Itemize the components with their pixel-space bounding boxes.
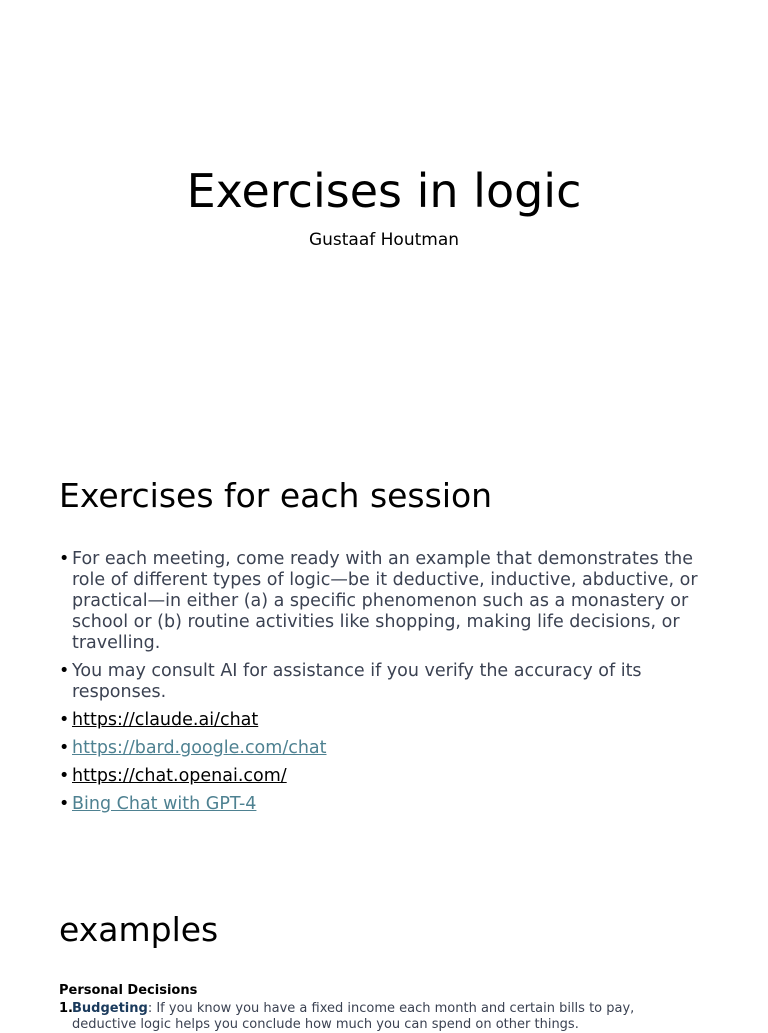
list-item	[59, 1001, 699, 1033]
author-name: Gustaaf Houtman	[308, 230, 460, 250]
example-text-budgeting: : If you know you have a fixed income each month and certain bills to pay, deductive logic helps you conclude how much you can spend on other things.	[72, 1001, 635, 1032]
sessions-slide	[0, 420, 768, 850]
sessions-heading: Exercises for each session	[59, 476, 493, 515]
examples-slide	[0, 850, 768, 1032]
examples-heading: examples	[59, 910, 219, 949]
list-item	[59, 766, 719, 787]
list-item	[59, 794, 719, 815]
title-slide	[0, 0, 768, 420]
list-item	[59, 738, 719, 759]
link-bard[interactable]: https://bard.google.com/chat	[72, 738, 327, 758]
sessions-bullet-list	[59, 549, 719, 822]
list-item	[59, 661, 719, 703]
example-term-budgeting: Budgeting	[72, 1001, 148, 1016]
link-claude[interactable]: https://claude.ai/chat	[72, 710, 259, 730]
link-openai[interactable]: https://chat.openai.com/	[72, 766, 287, 786]
bullet-text-ai-consult: You may consult AI for assistance if you verify the accuracy of its responses.	[72, 661, 642, 702]
section-label-personal-decisions: Personal Decisions	[59, 983, 198, 998]
examples-list	[59, 1001, 699, 1033]
list-item	[59, 710, 719, 731]
list-item	[59, 549, 719, 654]
presentation-title: Exercises in logic	[186, 164, 582, 218]
link-bing-chat[interactable]: Bing Chat with GPT-4	[72, 794, 257, 814]
bullet-text-meeting-example: For each meeting, come ready with an example that demonstrates the role of different types of logic—be it deductive, inductive, abductive, or practical—in either (a) a specific phenomenon such as a monastery or school or (b) routine activities like shopping, making life decisions, or travelling.	[72, 549, 698, 653]
list-item-number: 1.	[59, 1001, 73, 1016]
